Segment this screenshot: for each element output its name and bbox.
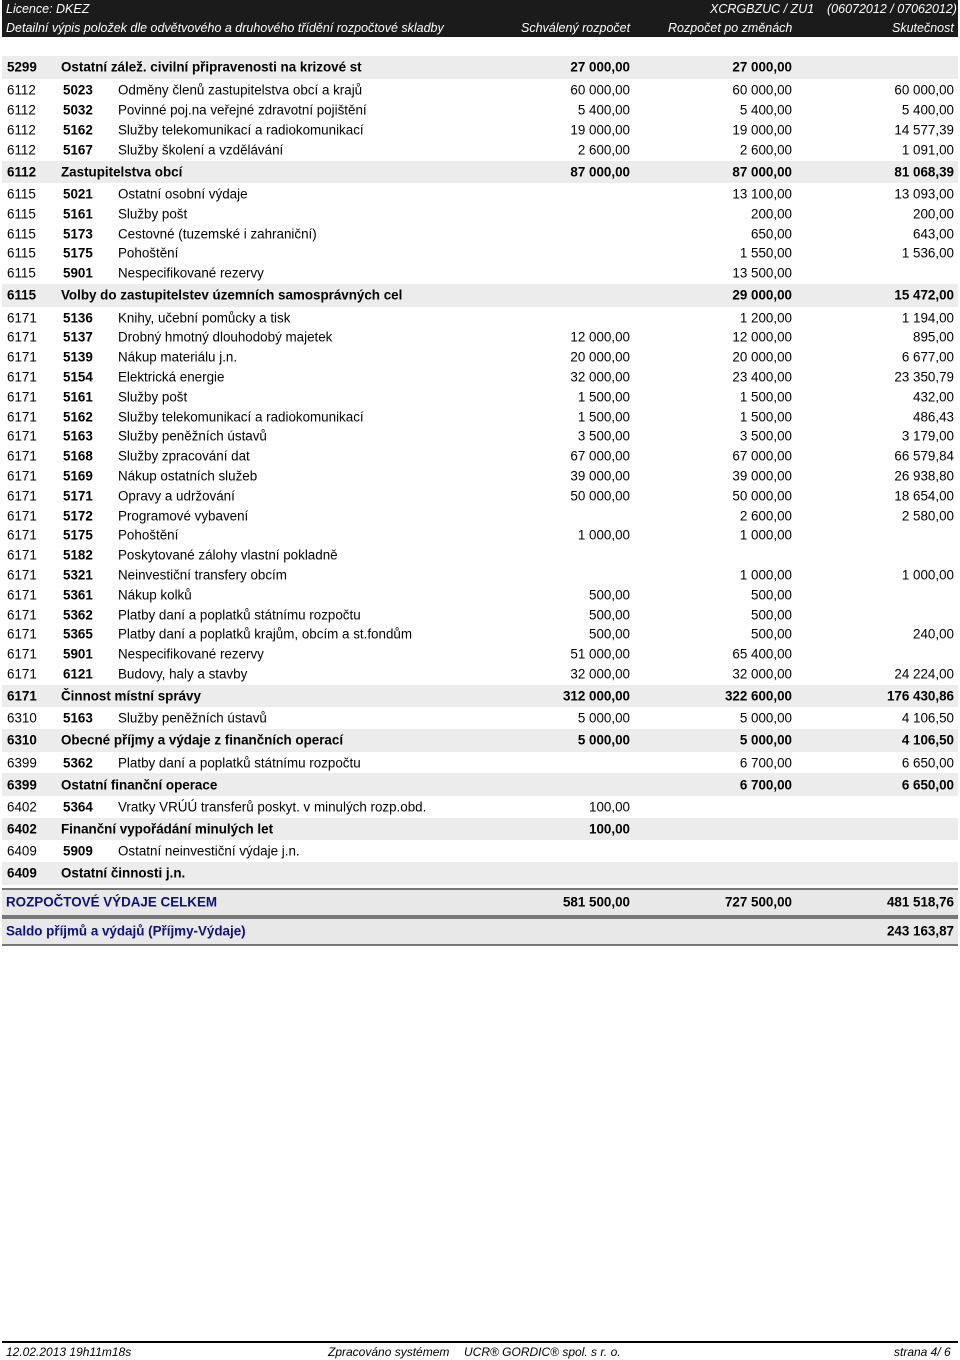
table-row bbox=[2, 753, 958, 773]
subtotal-row bbox=[2, 160, 958, 185]
approved-budget-cell: 5 400,00 bbox=[577, 102, 630, 118]
report-code: XCRGBZUC / ZU1 bbox=[710, 2, 815, 16]
actual-cell: 6 677,00 bbox=[901, 349, 954, 365]
paragraph-cell: 6171 bbox=[7, 547, 37, 563]
actual-cell: 26 938,80 bbox=[894, 468, 954, 484]
actual-cell: 24 224,00 bbox=[894, 666, 954, 682]
actual-cell: 18 654,00 bbox=[894, 488, 954, 504]
budget-after-changes-cell: 12 000,00 bbox=[732, 329, 792, 345]
actual-cell: 4 106,50 bbox=[901, 710, 954, 726]
item-name-cell: Ostatní osobní výdaje bbox=[118, 186, 248, 202]
item-code-cell: 5168 bbox=[63, 448, 93, 464]
item-name-cell: Zastupitelstva obcí bbox=[61, 164, 183, 180]
budget-after-changes-cell: 2 600,00 bbox=[739, 142, 792, 158]
actual-cell: 1 091,00 bbox=[901, 142, 954, 158]
item-name-cell: Cestovné (tuzemské i zahraniční) bbox=[118, 226, 317, 242]
budget-after-changes-cell: 1 500,00 bbox=[739, 409, 792, 425]
item-code-cell: 5154 bbox=[63, 369, 93, 385]
budget-after-changes-cell: 50 000,00 bbox=[732, 488, 792, 504]
paragraph-cell: 6310 bbox=[7, 732, 37, 748]
paragraph-cell: 6409 bbox=[7, 843, 37, 859]
paragraph-cell: 6171 bbox=[7, 646, 37, 662]
table-row bbox=[2, 664, 958, 684]
table-row bbox=[2, 624, 958, 644]
actual-cell: 243 163,87 bbox=[886, 923, 954, 939]
table-row bbox=[2, 407, 958, 427]
item-name-cell: Platby daní a poplatků státnímu rozpočtu bbox=[118, 607, 361, 623]
paragraph-cell: 6310 bbox=[7, 710, 37, 726]
actual-cell: 15 472,00 bbox=[894, 287, 954, 303]
table-row bbox=[2, 797, 958, 817]
budget-after-changes-cell: 500,00 bbox=[751, 626, 792, 642]
actual-cell: 895,00 bbox=[913, 329, 954, 345]
paragraph-cell: 5299 bbox=[7, 59, 37, 75]
table-row bbox=[2, 184, 958, 204]
table-row bbox=[2, 545, 958, 565]
item-code-cell: 5136 bbox=[63, 310, 93, 326]
actual-cell: 486,43 bbox=[913, 409, 954, 425]
paragraph-cell: 6171 bbox=[7, 567, 37, 583]
actual-cell: 1 536,00 bbox=[901, 245, 954, 261]
item-name-cell: Obecné příjmy a výdaje z finančních operací bbox=[61, 732, 344, 748]
report-header-bar bbox=[2, 0, 958, 19]
table-row bbox=[2, 347, 958, 367]
subtotal-row bbox=[2, 283, 958, 308]
table-row bbox=[2, 506, 958, 526]
actual-cell: 23 350,79 bbox=[894, 369, 954, 385]
budget-after-changes-cell: 13 100,00 bbox=[732, 186, 792, 202]
paragraph-cell: 6171 bbox=[7, 587, 37, 603]
item-name-cell: Služby peněžních ústavů bbox=[118, 428, 267, 444]
paragraph-cell: 6171 bbox=[7, 310, 37, 326]
total-expenses-row bbox=[2, 888, 958, 917]
table-row bbox=[2, 308, 958, 328]
item-code-cell: 5032 bbox=[63, 102, 93, 118]
item-code-cell: 5163 bbox=[63, 428, 93, 444]
budget-after-changes-cell: 6 700,00 bbox=[739, 777, 792, 793]
table-row bbox=[2, 120, 958, 140]
approved-budget-cell: 1 500,00 bbox=[577, 409, 630, 425]
budget-after-changes-cell: 6 700,00 bbox=[739, 755, 792, 770]
item-name-cell: Elektrická energie bbox=[118, 369, 225, 385]
subtotal-row bbox=[2, 772, 958, 797]
item-code-cell: 5909 bbox=[63, 843, 93, 859]
paragraph-cell: 6399 bbox=[7, 777, 37, 793]
expense-table bbox=[2, 55, 958, 946]
item-name-cell: Ostatní neinvestiční výdaje j.n. bbox=[118, 843, 300, 859]
report-description: Detailní výpis položek dle odvětvového a druhového třídění rozpočtové skladby bbox=[6, 21, 444, 35]
budget-after-changes-cell: 3 500,00 bbox=[739, 428, 792, 444]
actual-cell: 3 179,00 bbox=[901, 428, 954, 444]
item-name-cell: Knihy, učební pomůcky a tisk bbox=[118, 310, 291, 326]
paragraph-cell: 6399 bbox=[7, 755, 37, 770]
report-period: (06072012 / 07062012) bbox=[827, 2, 957, 16]
paragraph-cell: 6171 bbox=[7, 688, 37, 704]
budget-after-changes-cell: 23 400,00 bbox=[732, 369, 792, 385]
column-actual: Skutečnost bbox=[892, 21, 954, 35]
item-name-cell: Neinvestiční transfery obcím bbox=[118, 567, 287, 583]
approved-budget-cell: 2 600,00 bbox=[577, 142, 630, 158]
budget-after-changes-cell: 500,00 bbox=[751, 607, 792, 623]
approved-budget-cell: 32 000,00 bbox=[570, 369, 630, 385]
item-code-cell: 5162 bbox=[63, 122, 93, 138]
subtotal-row bbox=[2, 817, 958, 842]
item-name-cell: Služby telekomunikací a radiokomunikací bbox=[118, 409, 364, 425]
actual-cell: 4 106,50 bbox=[901, 732, 954, 748]
item-code-cell: 5182 bbox=[63, 547, 93, 563]
budget-after-changes-cell: 5 000,00 bbox=[739, 710, 792, 726]
item-name-cell: Opravy a udržování bbox=[118, 488, 235, 504]
item-code-cell: 5365 bbox=[63, 626, 93, 642]
table-row bbox=[2, 446, 958, 466]
item-name-cell: Programové vybavení bbox=[118, 508, 249, 524]
item-code-cell: 5173 bbox=[63, 226, 93, 242]
paragraph-cell: 6115 bbox=[7, 226, 36, 242]
approved-budget-cell: 39 000,00 bbox=[570, 468, 630, 484]
paragraph-cell: 6115 bbox=[7, 287, 37, 303]
approved-budget-cell: 20 000,00 bbox=[570, 349, 630, 365]
approved-budget-cell: 1 000,00 bbox=[577, 527, 630, 543]
table-row bbox=[2, 644, 958, 664]
item-code-cell: 5901 bbox=[63, 646, 93, 662]
column-approved-budget: Schválený rozpočet bbox=[521, 21, 631, 35]
budget-after-changes-cell: 200,00 bbox=[751, 206, 792, 222]
table-row bbox=[2, 81, 958, 101]
item-code-cell: 5362 bbox=[63, 607, 93, 623]
item-name-cell: Platby daní a poplatků krajům, obcím a st.fondům bbox=[118, 626, 413, 642]
table-row bbox=[2, 387, 958, 407]
item-code-cell: 5023 bbox=[63, 82, 93, 98]
budget-after-changes-cell: 1 000,00 bbox=[739, 527, 792, 543]
item-code-cell: 5321 bbox=[63, 567, 93, 583]
item-name-cell: Služby pošt bbox=[118, 389, 188, 405]
subtotal-row bbox=[2, 55, 958, 80]
paragraph-cell: 6171 bbox=[7, 666, 37, 682]
approved-budget-cell: 19 000,00 bbox=[570, 122, 630, 138]
paragraph-cell: 6402 bbox=[7, 799, 37, 815]
column-budget-after-changes: Rozpočet po změnách bbox=[668, 21, 793, 35]
item-code-cell: 5361 bbox=[63, 587, 93, 603]
total-label: Saldo příjmů a výdajů (Příjmy-Výdaje) bbox=[6, 923, 246, 939]
table-row bbox=[2, 367, 958, 387]
item-name-cell: Služby pošt bbox=[118, 206, 188, 222]
balance-row bbox=[2, 917, 958, 946]
item-name-cell: Platby daní a poplatků státnímu rozpočtu bbox=[118, 755, 361, 770]
item-name-cell: Vratky VRÚÚ transferů poskyt. v minulých rozp.obd. bbox=[118, 799, 427, 815]
item-name-cell: Nákup materiálu j.n. bbox=[118, 349, 238, 365]
budget-after-changes-cell: 60 000,00 bbox=[732, 82, 792, 98]
table-row bbox=[2, 244, 958, 264]
subtotal-row bbox=[2, 728, 958, 753]
paragraph-cell: 6402 bbox=[7, 821, 37, 837]
item-name-cell: Činnost místní správy bbox=[61, 688, 201, 704]
approved-budget-cell: 1 500,00 bbox=[577, 389, 630, 405]
actual-cell: 481 518,76 bbox=[886, 894, 954, 910]
item-code-cell: 5175 bbox=[63, 527, 93, 543]
item-name-cell: Volby do zastupitelstev územních samosprávných cel bbox=[61, 287, 403, 303]
total-label: ROZPOČTOVÉ VÝDAJE CELKEM bbox=[6, 894, 218, 910]
paragraph-cell: 6171 bbox=[7, 626, 37, 642]
approved-budget-cell: 32 000,00 bbox=[570, 666, 630, 682]
budget-after-changes-cell: 1 000,00 bbox=[739, 567, 792, 583]
item-name-cell: Služby zpracování dat bbox=[118, 448, 250, 464]
budget-after-changes-cell: 1 550,00 bbox=[739, 245, 792, 261]
table-row bbox=[2, 585, 958, 605]
table-row bbox=[2, 263, 958, 283]
item-name-cell: Ostatní finanční operace bbox=[61, 777, 218, 793]
approved-budget-cell: 312 000,00 bbox=[562, 688, 630, 704]
item-code-cell: 5362 bbox=[63, 755, 93, 770]
item-code-cell: 5161 bbox=[63, 389, 93, 405]
budget-after-changes-cell: 19 000,00 bbox=[732, 122, 792, 138]
actual-cell: 643,00 bbox=[913, 226, 954, 242]
item-code-cell: 5162 bbox=[63, 409, 93, 425]
approved-budget-cell: 5 000,00 bbox=[577, 732, 630, 748]
table-row bbox=[2, 565, 958, 585]
item-code-cell: 5137 bbox=[63, 329, 93, 345]
paragraph-cell: 6409 bbox=[7, 865, 37, 881]
paragraph-cell: 6171 bbox=[7, 369, 37, 385]
budget-after-changes-cell: 650,00 bbox=[751, 226, 792, 242]
budget-after-changes-cell: 32 000,00 bbox=[732, 666, 792, 682]
actual-cell: 13 093,00 bbox=[894, 186, 954, 202]
approved-budget-cell: 50 000,00 bbox=[570, 488, 630, 504]
approved-budget-cell: 500,00 bbox=[589, 587, 630, 603]
item-name-cell: Služby peněžních ústavů bbox=[118, 710, 267, 726]
paragraph-cell: 6115 bbox=[7, 186, 36, 202]
paragraph-cell: 6171 bbox=[7, 428, 37, 444]
actual-cell: 1 194,00 bbox=[901, 310, 954, 326]
table-row bbox=[2, 327, 958, 347]
table-row bbox=[2, 204, 958, 224]
paragraph-cell: 6112 bbox=[7, 102, 36, 118]
item-name-cell: Poskytované zálohy vlastní pokladně bbox=[118, 547, 338, 563]
item-name-cell: Drobný hmotný dlouhodobý majetek bbox=[118, 329, 333, 345]
column-header-bar bbox=[2, 19, 958, 37]
item-name-cell: Ostatní zálež. civilní připravenosti na krizové st bbox=[61, 59, 362, 75]
budget-after-changes-cell: 5 000,00 bbox=[739, 732, 792, 748]
table-row bbox=[2, 841, 958, 861]
footer-system: UCR® GORDIC® spol. s r. o. bbox=[464, 1345, 621, 1359]
item-name-cell: Nespecifikované rezervy bbox=[118, 265, 264, 281]
budget-after-changes-cell: 727 500,00 bbox=[724, 894, 792, 910]
item-code-cell: 5901 bbox=[63, 265, 93, 281]
paragraph-cell: 6115 bbox=[7, 206, 36, 222]
budget-after-changes-cell: 13 500,00 bbox=[732, 265, 792, 281]
actual-cell: 200,00 bbox=[913, 206, 954, 222]
approved-budget-cell: 100,00 bbox=[589, 821, 630, 837]
item-code-cell: 5172 bbox=[63, 508, 93, 524]
table-row bbox=[2, 525, 958, 545]
page-footer bbox=[2, 1341, 958, 1360]
approved-budget-cell: 87 000,00 bbox=[570, 164, 630, 180]
paragraph-cell: 6171 bbox=[7, 488, 37, 504]
paragraph-cell: 6171 bbox=[7, 468, 37, 484]
item-name-cell: Ostatní činnosti j.n. bbox=[61, 865, 186, 881]
actual-cell: 432,00 bbox=[913, 389, 954, 405]
paragraph-cell: 6171 bbox=[7, 349, 37, 365]
subtotal-row bbox=[2, 861, 958, 886]
item-name-cell: Nákup kolků bbox=[118, 587, 192, 603]
table-row bbox=[2, 486, 958, 506]
paragraph-cell: 6112 bbox=[7, 122, 36, 138]
budget-after-changes-cell: 1 500,00 bbox=[739, 389, 792, 405]
licence-label: Licence: DKEZ bbox=[6, 2, 90, 16]
paragraph-cell: 6171 bbox=[7, 527, 37, 543]
paragraph-cell: 6115 bbox=[7, 265, 36, 281]
item-code-cell: 5161 bbox=[63, 206, 93, 222]
footer-timestamp: 12.02.2013 19h11m18s bbox=[6, 1345, 132, 1359]
budget-after-changes-cell: 5 400,00 bbox=[739, 102, 792, 118]
paragraph-cell: 6171 bbox=[7, 508, 37, 524]
paragraph-cell: 6171 bbox=[7, 389, 37, 405]
budget-after-changes-cell: 322 600,00 bbox=[724, 688, 792, 704]
budget-after-changes-cell: 39 000,00 bbox=[732, 468, 792, 484]
paragraph-cell: 6112 bbox=[7, 164, 37, 180]
budget-after-changes-cell: 2 600,00 bbox=[739, 508, 792, 524]
approved-budget-cell: 67 000,00 bbox=[570, 448, 630, 464]
table-row bbox=[2, 426, 958, 446]
approved-budget-cell: 500,00 bbox=[589, 626, 630, 642]
actual-cell: 1 000,00 bbox=[901, 567, 954, 583]
item-code-cell: 5139 bbox=[63, 349, 93, 365]
item-code-cell: 5169 bbox=[63, 468, 93, 484]
budget-after-changes-cell: 1 200,00 bbox=[739, 310, 792, 326]
item-code-cell: 5171 bbox=[63, 488, 93, 504]
actual-cell: 176 430,86 bbox=[886, 688, 954, 704]
table-row bbox=[2, 100, 958, 120]
approved-budget-cell: 5 000,00 bbox=[577, 710, 630, 726]
item-name-cell: Pohoštění bbox=[118, 527, 179, 543]
footer-page-number: strana 4/ 6 bbox=[894, 1345, 951, 1359]
item-name-cell: Povinné poj.na veřejné zdravotní pojištění bbox=[118, 102, 367, 118]
paragraph-cell: 6171 bbox=[7, 448, 37, 464]
paragraph-cell: 6112 bbox=[7, 142, 36, 158]
actual-cell: 2 580,00 bbox=[901, 508, 954, 524]
table-row bbox=[2, 466, 958, 486]
footer-processed-by: Zpracováno systémem bbox=[328, 1345, 450, 1359]
item-code-cell: 5364 bbox=[63, 799, 93, 815]
item-code-cell: 5163 bbox=[63, 710, 93, 726]
item-code-cell: 5021 bbox=[63, 186, 93, 202]
paragraph-cell: 6115 bbox=[7, 245, 36, 261]
budget-after-changes-cell: 500,00 bbox=[751, 587, 792, 603]
actual-cell: 14 577,39 bbox=[894, 122, 954, 138]
item-name-cell: Pohoštění bbox=[118, 245, 179, 261]
approved-budget-cell: 3 500,00 bbox=[577, 428, 630, 444]
table-row bbox=[2, 140, 958, 160]
item-name-cell: Služby telekomunikací a radiokomunikací bbox=[118, 122, 364, 138]
paragraph-cell: 6112 bbox=[7, 82, 36, 98]
approved-budget-cell: 60 000,00 bbox=[570, 82, 630, 98]
item-name-cell: Odměny členů zastupitelstva obcí a krajů bbox=[118, 82, 363, 98]
table-row bbox=[2, 224, 958, 244]
actual-cell: 81 068,39 bbox=[894, 164, 954, 180]
budget-after-changes-cell: 87 000,00 bbox=[732, 164, 792, 180]
budget-after-changes-cell: 20 000,00 bbox=[732, 349, 792, 365]
item-name-cell: Budovy, haly a stavby bbox=[118, 666, 248, 682]
approved-budget-cell: 27 000,00 bbox=[570, 59, 630, 75]
paragraph-cell: 6171 bbox=[7, 329, 37, 345]
approved-budget-cell: 581 500,00 bbox=[562, 894, 630, 910]
approved-budget-cell: 500,00 bbox=[589, 607, 630, 623]
item-code-cell: 5175 bbox=[63, 245, 93, 261]
item-name-cell: Nespecifikované rezervy bbox=[118, 646, 264, 662]
subtotal-row bbox=[2, 684, 958, 709]
actual-cell: 5 400,00 bbox=[901, 102, 954, 118]
actual-cell: 66 579,84 bbox=[894, 448, 954, 464]
item-code-cell: 6121 bbox=[63, 666, 93, 682]
approved-budget-cell: 12 000,00 bbox=[570, 329, 630, 345]
paragraph-cell: 6171 bbox=[7, 409, 37, 425]
paragraph-cell: 6171 bbox=[7, 607, 37, 623]
item-name-cell: Nákup ostatních služeb bbox=[118, 468, 258, 484]
actual-cell: 6 650,00 bbox=[901, 777, 954, 793]
table-row bbox=[2, 605, 958, 625]
budget-after-changes-cell: 27 000,00 bbox=[732, 59, 792, 75]
approved-budget-cell: 100,00 bbox=[589, 799, 630, 815]
budget-after-changes-cell: 29 000,00 bbox=[732, 287, 792, 303]
actual-cell: 240,00 bbox=[913, 626, 954, 642]
budget-after-changes-cell: 67 000,00 bbox=[732, 448, 792, 464]
item-code-cell: 5167 bbox=[63, 142, 93, 158]
approved-budget-cell: 51 000,00 bbox=[570, 646, 630, 662]
actual-cell: 60 000,00 bbox=[894, 82, 954, 98]
actual-cell: 6 650,00 bbox=[901, 755, 954, 770]
budget-after-changes-cell: 65 400,00 bbox=[732, 646, 792, 662]
table-row bbox=[2, 708, 958, 728]
item-name-cell: Služby školení a vzdělávání bbox=[118, 142, 284, 158]
item-name-cell: Finanční vypořádání minulých let bbox=[61, 821, 274, 837]
